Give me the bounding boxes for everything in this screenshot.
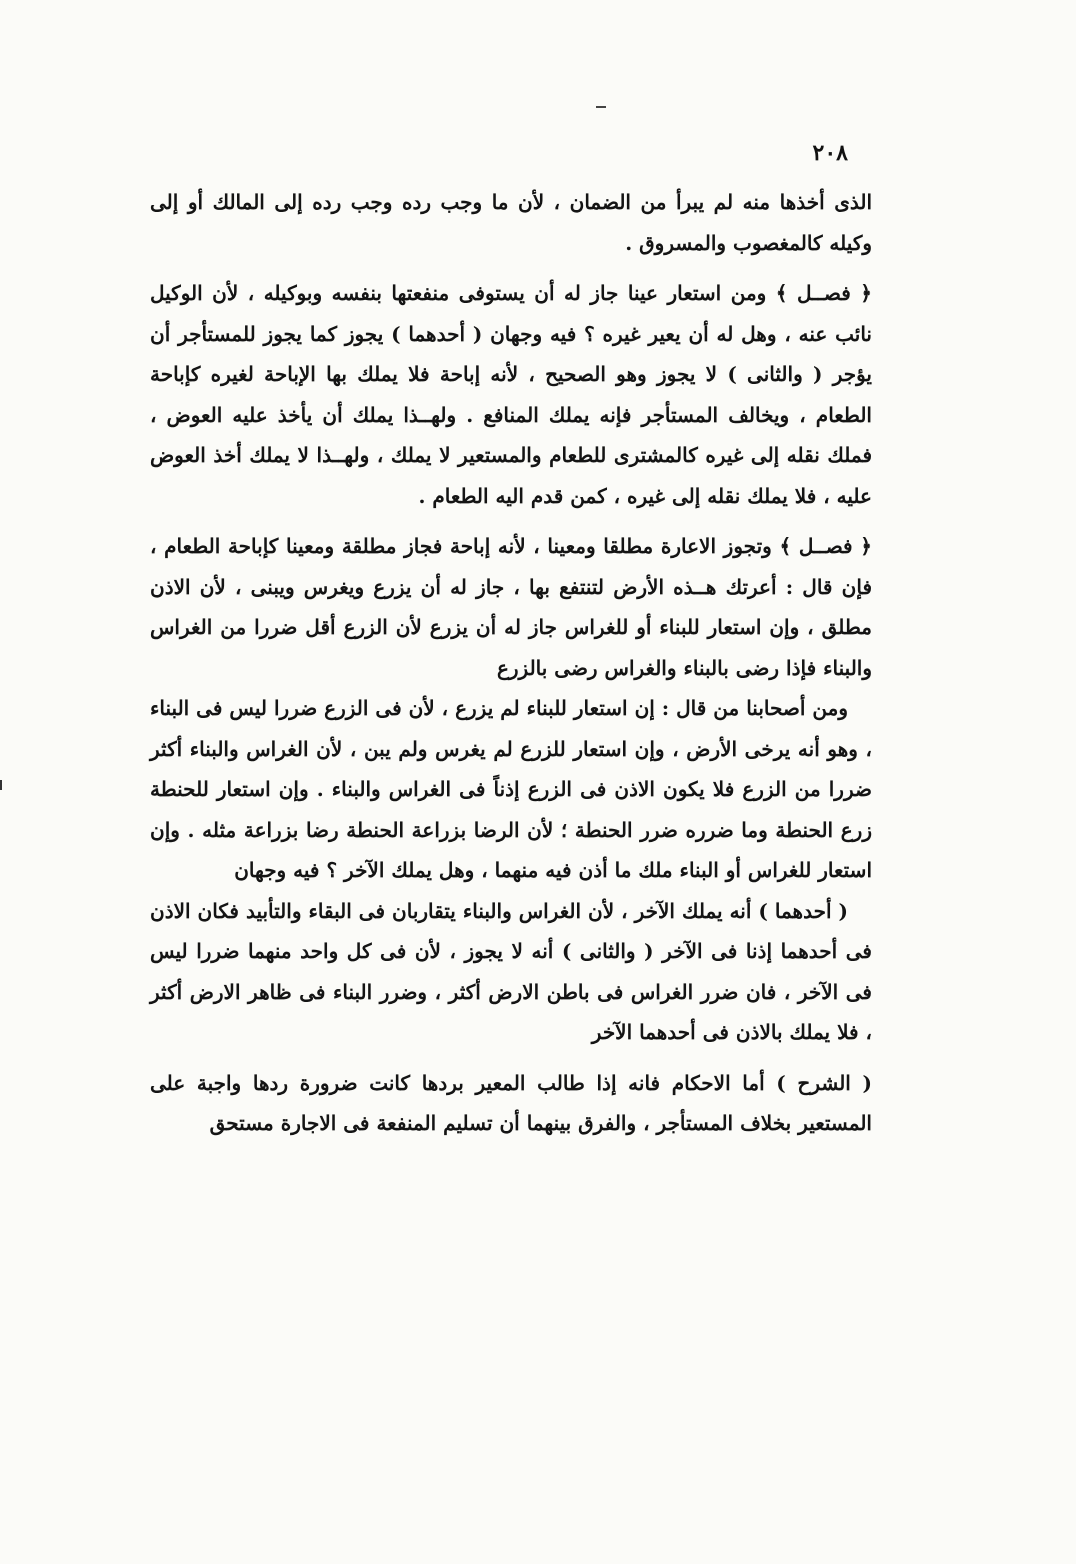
paragraph-section-general-lending: ﴿ فصــل ﴾ وتجوز الاعارة مطلقا ومعينا ، لأنه إباحة فجاز مطلقة ومعينا كإباحة الطعام ، فإن قال : أعرتك هــذه الأرض لتنتفع بها ، جاز له أن يزرع ويغرس ويبنى ، لأن الاذن مطلق ، وإن استعار للبناء أو للغراس جاز له أن يزرع لأن الزرع أقل ضررا من الغراس والبناء فإذا رضى بالبناء والغراس رضى بالزرع xyxy=(150,534,872,680)
paragraph-companions-opinion: ومن أصحابنا من قال : إن استعار للبناء لم يزرع ، لأن فى الزرع ضررا ليس فى البناء ، وهو أنه يرخى الأرض ، وإن استعار للزرع لم يغرس ولم يبن ، لأن الغراس والبناء أكثر ضررا من الزرع فلا يكون الاذن فى الزرع إذناً فى الغراس والبناء . وإن استعار للحنطة زرع الحنطة وما ضرره ضرر الحنطة ؛ لأن الرضا بزراعة الحنطة رضا بزراعة مثله . وإن استعار للغراس أو البناء ملك ما أذن فيه منهما ، وهل يملك الآخر ؟ فيه وجهان xyxy=(150,696,872,882)
paragraph-section-lending-to-others: ﴿ فصــل ﴾ ومن استعار عينا جاز له أن يستوفى منفعتها بنفسه وبوكيله ، لأن الوكيل نائب عنه ، وهل له أن يعير غيره ؟ فيه وجهان ( أحدهما ) يجوز كما يجوز للمستأجر أن يؤجر ( والثانى ) لا يجوز وهو الصحيح ، لأنه إباحة فلا يملك بها الإباحة لغيره كإباحة الطعام ، ويخالف المستأجر فإنه يملك المنافع . ولهــذا يملك أن يأخذ عليه العوض ، فملك نقله إلى غيره كالمشترى للطعام والمستعير لا يملك ، ولهــذا لا يملك أخذ العوض عليه ، فلا يملك نقله إلى غيره ، كمن قدم اليه الطعام . xyxy=(150,281,872,508)
paragraph-two-views: ( أحدهما ) أنه يملك الآخر ، لأن الغراس والبناء يتقاربان فى البقاء والتأبيد فكان الاذن فى أحدهما إذنا فى الآخر ( والثانى ) أنه لا يجوز ، لأن فى كل واحد منهما ضررا ليس فى الآخر ، فان ضرر الغراس فى باطن الارض أكثر ، وضرر البناء فى ظاهر الارض أكثر ، فلا يملك بالاذن فى أحدهما الآخر xyxy=(150,898,872,1044)
paragraph-continuation: الذى أخذها منه لم يبرأ من الضمان ، لأن ما وجب رده وجب رده إلى المالك أو إلى وكيله كالمغصوب والمسروق . xyxy=(150,190,872,255)
header-dash xyxy=(596,106,606,108)
body-text xyxy=(150,182,872,1144)
page-number: ٢٠٨ xyxy=(812,140,848,166)
paragraph-commentary: ( الشرح ) أما الاحكام فانه إذا طالب المعير بردها كانت ضرورة ردها واجبة على المستعير بخلاف المستأجر ، والفرق بينهما أن تسليم المنفعة فى الاجارة مستحق xyxy=(150,1070,872,1135)
margin-mark xyxy=(0,780,2,790)
